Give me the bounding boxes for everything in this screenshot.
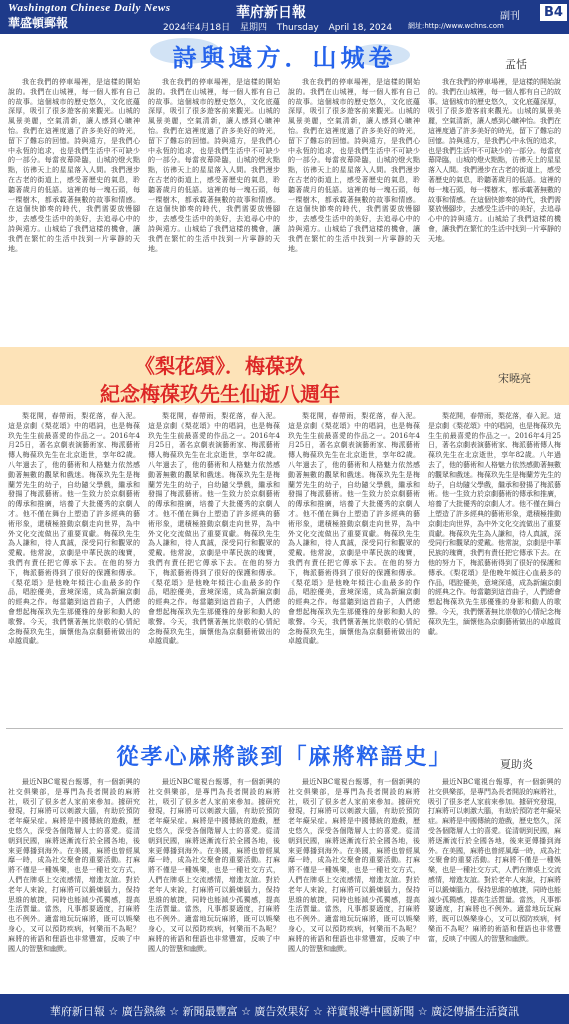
article-paragraph: 最近NBC電視台報導，有一個新興的社交俱樂部，是專門為長者開設的麻將社，吸引了很多老人家前來參加。據研究發現，打麻將可以刺激大腦，有助於預防老年癡呆症。麻將是中國傳統的遊戲，歷史悠久，深受各個階層人士的喜愛。從清朝到民國，麻將逐漸流行於全國各地，後來更傳播到海外。在美國，麻將也曾經風靡一時，成為社交聚會的重要活動。打麻將不僅是一種娛樂，也是一種社交方式，人們在牌桌上交流感情，增進友誼。對於老年人來說，打麻將可以鍛煉腦力，保持思維的敏捷，同時也能減少孤獨感，提高生活質量。當然，凡事都要適度，打麻將也不例外。適當地玩玩麻將，既可以娛樂身心，又可以預防疾病，何樂而不為呢？麻將的術語和俚語也非常豐富，反映了中國人的智慧和幽默。 xyxy=(8,778,140,953)
date-en: April 18, 2024 xyxy=(328,23,393,33)
section-divider xyxy=(6,728,563,729)
article-body-column xyxy=(288,778,420,990)
article-body-column xyxy=(8,78,140,340)
headline-line-2: 紀念梅葆玖先生仙逝八週年 xyxy=(100,382,340,406)
website: 網址:http://www.wchns.com xyxy=(408,22,504,30)
article-paragraph: 梨花開，春帶雨，梨花落，春入泥。這是京劇《梨花頌》中的唱詞，也是梅葆玖先生生前最喜愛的作品之一。2016年4月25日，著名京劇表演藝術家、梅派藝術傳人梅葆玖先生在北京逝世，享年82歲。八年過去了，他的藝術和人格魅力依然感動著無數的觀眾和戲迷。梅葆玖先生是梅蘭芳先生的幼子，自幼隨父學戲，繼承和發揚了梅派藝術。他一生致力於京劇藝術的傳承和推廣，培養了大批優秀的京劇人才。他不僅在舞台上塑造了許多經典的藝術形象，還積極推動京劇走向世界，為中外文化交流做出了重要貢獻。梅葆玖先生為人謙和，待人真誠，深受同行和觀眾的愛戴。他常說，京劇是中華民族的瑰寶，我們有責任把它傳承下去。在他的努力下，梅派藝術得到了很好的保護和傳承。《梨花頌》是他晚年傾注心血最多的作品，唱腔優美，意境深遠，成為新編京劇的經典之作。每當聽到這首曲子，人們總會想起梅葆玖先生那優雅的身影和動人的歌聲。今天，我們懷著無比崇敬的心情紀念梅葆玖先生，緬懷他為京劇藝術做出的卓越貢獻。 xyxy=(288,412,420,646)
date-cn: 2024年4月18日 xyxy=(163,23,231,33)
weekday-cn: 星期四 xyxy=(239,23,267,33)
article-title: 詩與遠方．山城卷 xyxy=(172,43,397,72)
article-body-column xyxy=(428,778,561,990)
article-body-column xyxy=(288,78,420,340)
article-body-column xyxy=(148,778,280,990)
article-author: 夏助炎 xyxy=(500,758,533,771)
article-paragraph: 我在我們的停車場裡，是這樣的開始說的。我們在山城裡，每一個人都有自己的故事。這個城市的歷史悠久，文化底蘊深厚，吸引了很多遊客前來觀光。山城的風景美麗，空氣清新，讓人感到心曠神怡。我們在這裡度過了許多美好的時光，留下了難忘的回憶。詩與遠方，是我們心中永恆的追求，也是我們生活中不可缺少的一部分。每當夜幕降臨，山城的燈火點點，彷彿天上的星星落入人間。我們漫步在古老的街道上，感受著歷史的氣息，聆聽著歲月的低語。這裡的每一塊石頭，每一棵樹木，都承載著無數的故事和情感。在這個快節奏的時代，我們需要放慢腳步，去感受生活中的美好，去追尋心中的詩與遠方。山城給了我們這樣的機會，讓我們在繁忙的生活中找到一片寧靜的天地。 xyxy=(288,78,420,253)
article-paragraph: 梨花開，春帶雨，梨花落，春入泥。這是京劇《梨花頌》中的唱詞，也是梅葆玖先生生前最喜愛的作品之一。2016年4月25日，著名京劇表演藝術家、梅派藝術傳人梅葆玖先生在北京逝世，享年82歲。八年過去了，他的藝術和人格魅力依然感動著無數的觀眾和戲迷。梅葆玖先生是梅蘭芳先生的幼子，自幼隨父學戲，繼承和發揚了梅派藝術。他一生致力於京劇藝術的傳承和推廣，培養了大批優秀的京劇人才。他不僅在舞台上塑造了許多經典的藝術形象，還積極推動京劇走向世界，為中外文化交流做出了重要貢獻。梅葆玖先生為人謙和，待人真誠，深受同行和觀眾的愛戴。他常說，京劇是中華民族的瑰寶，我們有責任把它傳承下去。在他的努力下，梅派藝術得到了很好的保護和傳承。《梨花頌》是他晚年傾注心血最多的作品，唱腔優美，意境深遠，成為新編京劇的經典之作。每當聽到這首曲子，人們總會想起梅葆玖先生那優雅的身影和動人的歌聲。今天，我們懷著無比崇敬的心情紀念梅葆玖先生，緬懷他為京劇藝術做出的卓越貢獻。 xyxy=(428,412,561,636)
article-paragraph: 我在我們的停車場裡，是這樣的開始說的。我們在山城裡，每一個人都有自己的故事。這個城市的歷史悠久，文化底蘊深厚，吸引了很多遊客前來觀光。山城的風景美麗，空氣清新，讓人感到心曠神怡。我們在這裡度過了許多美好的時光，留下了難忘的回憶。詩與遠方，是我們心中永恆的追求，也是我們生活中不可缺少的一部分。每當夜幕降臨，山城的燈火點點，彷彿天上的星星落入人間。我們漫步在古老的街道上，感受著歷史的氣息，聆聽著歲月的低語。這裡的每一塊石頭，每一棵樹木，都承載著無數的故事和情感。在這個快節奏的時代，我們需要放慢腳步，去感受生活中的美好，去追尋心中的詩與遠方。山城給了我們這樣的機會，讓我們在繁忙的生活中找到一片寧靜的天地。 xyxy=(148,78,280,253)
article-paragraph: 梨花開，春帶雨，梨花落，春入泥。這是京劇《梨花頌》中的唱詞，也是梅葆玖先生生前最喜愛的作品之一。2016年4月25日，著名京劇表演藝術家、梅派藝術傳人梅葆玖先生在北京逝世，享年82歲。八年過去了，他的藝術和人格魅力依然感動著無數的觀眾和戲迷。梅葆玖先生是梅蘭芳先生的幼子，自幼隨父學戲，繼承和發揚了梅派藝術。他一生致力於京劇藝術的傳承和推廣，培養了大批優秀的京劇人才。他不僅在舞台上塑造了許多經典的藝術形象，還積極推動京劇走向世界，為中外文化交流做出了重要貢獻。梅葆玖先生為人謙和，待人真誠，深受同行和觀眾的愛戴。他常說，京劇是中華民族的瑰寶，我們有責任把它傳承下去。在他的努力下，梅派藝術得到了很好的保護和傳承。《梨花頌》是他晚年傾注心血最多的作品，唱腔優美，意境深遠，成為新編京劇的經典之作。每當聽到這首曲子，人們總會想起梅葆玖先生那優雅的身影和動人的歌聲。今天，我們懷著無比崇敬的心情紀念梅葆玖先生，緬懷他為京劇藝術做出的卓越貢獻。 xyxy=(148,412,280,646)
paper-name: 華府新日報 xyxy=(236,5,306,21)
article-body-column xyxy=(148,412,280,722)
article-title: 從孝心麻將談到「麻將粹語史」 xyxy=(116,744,453,770)
article-body-column xyxy=(148,78,280,340)
article-paragraph: 梨花開，春帶雨，梨花落，春入泥。這是京劇《梨花頌》中的唱詞，也是梅葆玖先生生前最喜愛的作品之一。2016年4月25日，著名京劇表演藝術家、梅派藝術傳人梅葆玖先生在北京逝世，享年82歲。八年過去了，他的藝術和人格魅力依然感動著無數的觀眾和戲迷。梅葆玖先生是梅蘭芳先生的幼子，自幼隨父學戲，繼承和發揚了梅派藝術。他一生致力於京劇藝術的傳承和推廣，培養了大批優秀的京劇人才。他不僅在舞台上塑造了許多經典的藝術形象，還積極推動京劇走向世界，為中外文化交流做出了重要貢獻。梅葆玖先生為人謙和，待人真誠，深受同行和觀眾的愛戴。他常說，京劇是中華民族的瑰寶，我們有責任把它傳承下去。在他的努力下，梅派藝術得到了很好的保護和傳承。《梨花頌》是他晚年傾注心血最多的作品，唱腔優美，意境深遠，成為新編京劇的經典之作。每當聽到這首曲子，人們總會想起梅葆玖先生那優雅的身影和動人的歌聲。今天，我們懷著無比崇敬的心情紀念梅葆玖先生，緬懷他為京劇藝術做出的卓越貢獻。 xyxy=(8,412,140,646)
article-body-column xyxy=(428,412,561,722)
article-author: 孟恬 xyxy=(505,58,527,71)
article-paragraph: 我在我們的停車場裡，是這樣的開始說的。我們在山城裡，每一個人都有自己的故事。這個城市的歷史悠久，文化底蘊深厚，吸引了很多遊客前來觀光。山城的風景美麗，空氣清新，讓人感到心曠神怡。我們在這裡度過了許多美好的時光，留下了難忘的回憶。詩與遠方，是我們心中永恆的追求，也是我們生活中不可缺少的一部分。每當夜幕降臨，山城的燈火點點，彷彿天上的星星落入人間。我們漫步在古老的街道上，感受著歷史的氣息，聆聽著歲月的低語。這裡的每一塊石頭，每一棵樹木，都承載著無數的故事和情感。在這個快節奏的時代，我們需要放慢腳步，去感受生活中的美好，去追尋心中的詩與遠方。山城給了我們這樣的機會，讓我們在繁忙的生活中找到一片寧靜的天地。 xyxy=(428,78,561,243)
article-body-column xyxy=(288,412,420,722)
article-author: 宋曉亮 xyxy=(498,372,531,385)
article-paragraph: 最近NBC電視台報導，有一個新興的社交俱樂部，是專門為長者開設的麻將社，吸引了很多老人家前來參加。據研究發現，打麻將可以刺激大腦，有助於預防老年癡呆症。麻將是中國傳統的遊戲，歷史悠久，深受各個階層人士的喜愛。從清朝到民國，麻將逐漸流行於全國各地，後來更傳播到海外。在美國，麻將也曾經風靡一時，成為社交聚會的重要活動。打麻將不僅是一種娛樂，也是一種社交方式，人們在牌桌上交流感情，增進友誼。對於老年人來說，打麻將可以鍛煉腦力，保持思維的敏捷，同時也能減少孤獨感，提高生活質量。當然，凡事都要適度，打麻將也不例外。適當地玩玩麻將，既可以娛樂身心，又可以預防疾病，何樂而不為呢？麻將的術語和俚語也非常豐富，反映了中國人的智慧和幽默。 xyxy=(148,778,280,953)
date-row xyxy=(163,20,399,33)
masthead-english: Washington Chinese Daily News xyxy=(8,2,171,14)
article-paragraph: 最近NBC電視台報導，有一個新興的社交俱樂部，是專門為長者開設的麻將社，吸引了很多老人家前來參加。據研究發現，打麻將可以刺激大腦，有助於預防老年癡呆症。麻將是中國傳統的遊戲，歷史悠久，深受各個階層人士的喜愛。從清朝到民國，麻將逐漸流行於全國各地，後來更傳播到海外。在美國，麻將也曾經風靡一時，成為社交聚會的重要活動。打麻將不僅是一種娛樂，也是一種社交方式，人們在牌桌上交流感情，增進友誼。對於老年人來說，打麻將可以鍛煉腦力，保持思維的敏捷，同時也能減少孤獨感，提高生活質量。當然，凡事都要適度，打麻將也不例外。適當地玩玩麻將，既可以娛樂身心，又可以預防疾病，何樂而不為呢？麻將的術語和俚語也非常豐富，反映了中國人的智慧和幽默。 xyxy=(288,778,420,953)
article-body-column xyxy=(428,78,561,340)
article-body-column xyxy=(8,412,140,722)
headline-line-1: 《梨花頌》．梅葆玖 xyxy=(135,354,305,378)
supplement-label: 副刊 xyxy=(500,11,520,22)
footer-slogan: 華府新日報 ☆ 廣告熱線 ☆ 新聞最豐富 ☆ 廣告效果好 ☆ 祥實報導中國新聞 ☆ 廣泛傳播生活資訊 xyxy=(49,1005,520,1018)
article-paragraph: 最近NBC電視台報導，有一個新興的社交俱樂部，是專門為長者開設的麻將社，吸引了很多老人家前來參加。據研究發現，打麻將可以刺激大腦，有助於預防老年癡呆症。麻將是中國傳統的遊戲，歷史悠久，深受各個階層人士的喜愛。從清朝到民國，麻將逐漸流行於全國各地，後來更傳播到海外。在美國，麻將也曾經風靡一時，成為社交聚會的重要活動。打麻將不僅是一種娛樂，也是一種社交方式，人們在牌桌上交流感情，增進友誼。對於老年人來說，打麻將可以鍛煉腦力，保持思維的敏捷，同時也能減少孤獨感，提高生活質量。當然，凡事都要適度，打麻將也不例外。適當地玩玩麻將，既可以娛樂身心，又可以預防疾病，何樂而不為呢？麻將的術語和俚語也非常豐富，反映了中國人的智慧和幽默。 xyxy=(428,778,561,943)
masthead-chinese: 華盛頓郵報 xyxy=(8,16,69,30)
article-paragraph: 我在我們的停車場裡，是這樣的開始說的。我們在山城裡，每一個人都有自己的故事。這個城市的歷史悠久，文化底蘊深厚，吸引了很多遊客前來觀光。山城的風景美麗，空氣清新，讓人感到心曠神怡。我們在這裡度過了許多美好的時光，留下了難忘的回憶。詩與遠方，是我們心中永恆的追求，也是我們生活中不可缺少的一部分。每當夜幕降臨，山城的燈火點點，彷彿天上的星星落入人間。我們漫步在古老的街道上，感受著歷史的氣息，聆聽著歲月的低語。這裡的每一塊石頭，每一棵樹木，都承載著無數的故事和情感。在這個快節奏的時代，我們需要放慢腳步，去感受生活中的美好，去追尋心中的詩與遠方。山城給了我們這樣的機會，讓我們在繁忙的生活中找到一片寧靜的天地。 xyxy=(8,78,140,253)
page-number: B4 xyxy=(540,4,567,21)
weekday-en: Thursday xyxy=(276,23,319,33)
article-body-column xyxy=(8,778,140,990)
